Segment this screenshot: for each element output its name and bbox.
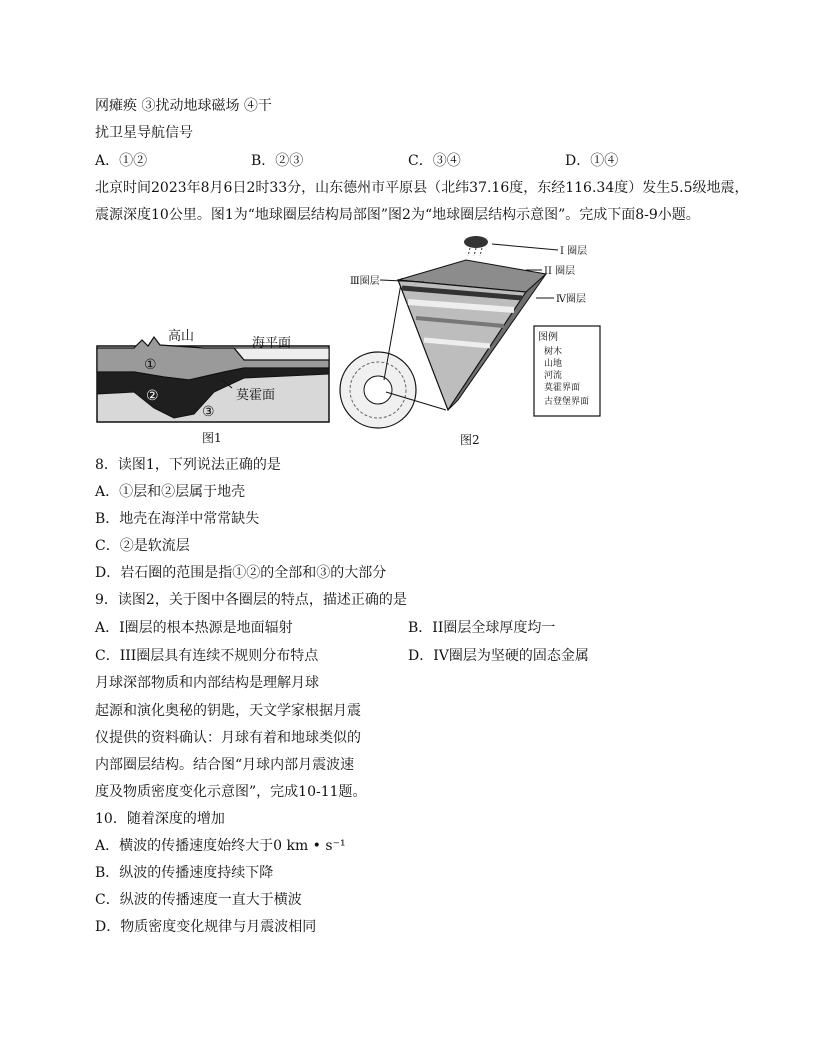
passage-line-4: 内部圈层结构。结合图“月球内部月震波速: [95, 757, 355, 773]
q9-stem: 9．读图2，关于图中各圈层的特点，描述正确的是: [95, 592, 407, 608]
q9-option-d: D．IV圈层为坚硬的固态金属: [408, 648, 589, 664]
passage-line-5: 度及物质密度变化示意图”，完成10-11题。: [95, 784, 367, 800]
q8-option-b: B．地壳在海洋中常常缺失: [95, 511, 260, 527]
layer-2-label: ②: [146, 388, 159, 404]
prev-option-c: C．③④: [408, 153, 461, 169]
legend-item-mountain: 山地: [544, 359, 563, 369]
pointer-I: [492, 244, 558, 250]
intro-line-1: 北京时间2023年8月6日2时33分，山东德州市平原县（北纬37.16度，东经116.34度）发生5.5级地震，: [95, 180, 749, 196]
passage-line-3: 仪提供的资料确认：月球有着和地球类似的: [95, 730, 361, 746]
q10-option-c: C．纵波的传播速度一直大于横波: [95, 892, 302, 908]
prev-option-b: B．②③: [251, 153, 304, 169]
legend-item-river: 河流: [544, 371, 563, 381]
sea-level-label: 海平面: [252, 336, 292, 351]
rain-line-1: [468, 248, 470, 256]
intro-line-2: 震源深度10公里。图1为“地球圈层结构局部图”图2为“地球圈层结构示意图”。完成下面8-9小题。: [95, 207, 700, 223]
q9-option-b: B．II圈层全球厚度均一: [408, 620, 556, 636]
sphere-III-label: Ⅲ圈层: [350, 276, 380, 287]
continued-text-line-2: 扰卫星导航信号: [95, 125, 193, 141]
q10-option-b: B．纵波的传播速度持续下降: [95, 865, 274, 881]
rain-line-3: [480, 248, 482, 256]
continued-text-line-1: 网瘫痪 ③扰动地球磁场 ④干: [95, 98, 272, 114]
q10-stem: 10．随着深度的增加: [95, 811, 225, 827]
q8-option-d: D．岩石圈的范围是指①②的全部和③的大部分: [95, 565, 387, 581]
q9-option-a: A．I圈层的根本热源是地面辐射: [95, 620, 293, 636]
legend-item-moho: 莫霍界面: [544, 383, 581, 393]
passage-line-2: 起源和演化奥秘的钥匙，天文学家根据月震: [95, 703, 361, 719]
rain-line-2: [474, 248, 476, 256]
prev-option-d: D．①④: [565, 153, 619, 169]
figure-1-crust-section: [94, 322, 334, 447]
earth-core-circle: [364, 376, 392, 404]
sphere-IV-label: Ⅳ圈层: [556, 294, 586, 305]
q8-stem: 8．读图1，下列说法正确的是: [95, 457, 281, 473]
passage-line-1: 月球深部物质和内部结构是理解月球: [95, 675, 319, 691]
q8-option-a: A．①层和②层属于地壳: [95, 484, 246, 500]
q10-option-a: A．横波的传播速度始终大于0 km • s⁻¹: [95, 838, 346, 854]
cloud-icon: [464, 236, 488, 248]
q9-option-c: C．III圈层具有连续不规则分布特点: [95, 648, 319, 664]
moho-label: 莫霍面: [236, 388, 276, 403]
layer-3-label: ③: [202, 404, 215, 420]
figure-2-caption: 图2: [460, 433, 480, 447]
legend-title: 图例: [538, 332, 558, 343]
prev-option-a: A．①②: [95, 153, 148, 169]
mountain-label: 高山: [168, 329, 195, 344]
figure-2-earth-spheres: [336, 230, 606, 448]
sphere-I-label: I 圈层: [560, 246, 588, 257]
layer-1-label: ①: [144, 357, 157, 373]
sphere-II-label: II 圈层: [544, 266, 576, 277]
legend-item-gutenberg: 古登堡界面: [544, 397, 590, 407]
legend-item-tree: 树木: [544, 347, 563, 357]
figure-1-caption: 图1: [202, 431, 222, 445]
q8-option-c: C．②是软流层: [95, 538, 190, 554]
q10-option-d: D．物质密度变化规律与月震波相同: [95, 919, 317, 935]
